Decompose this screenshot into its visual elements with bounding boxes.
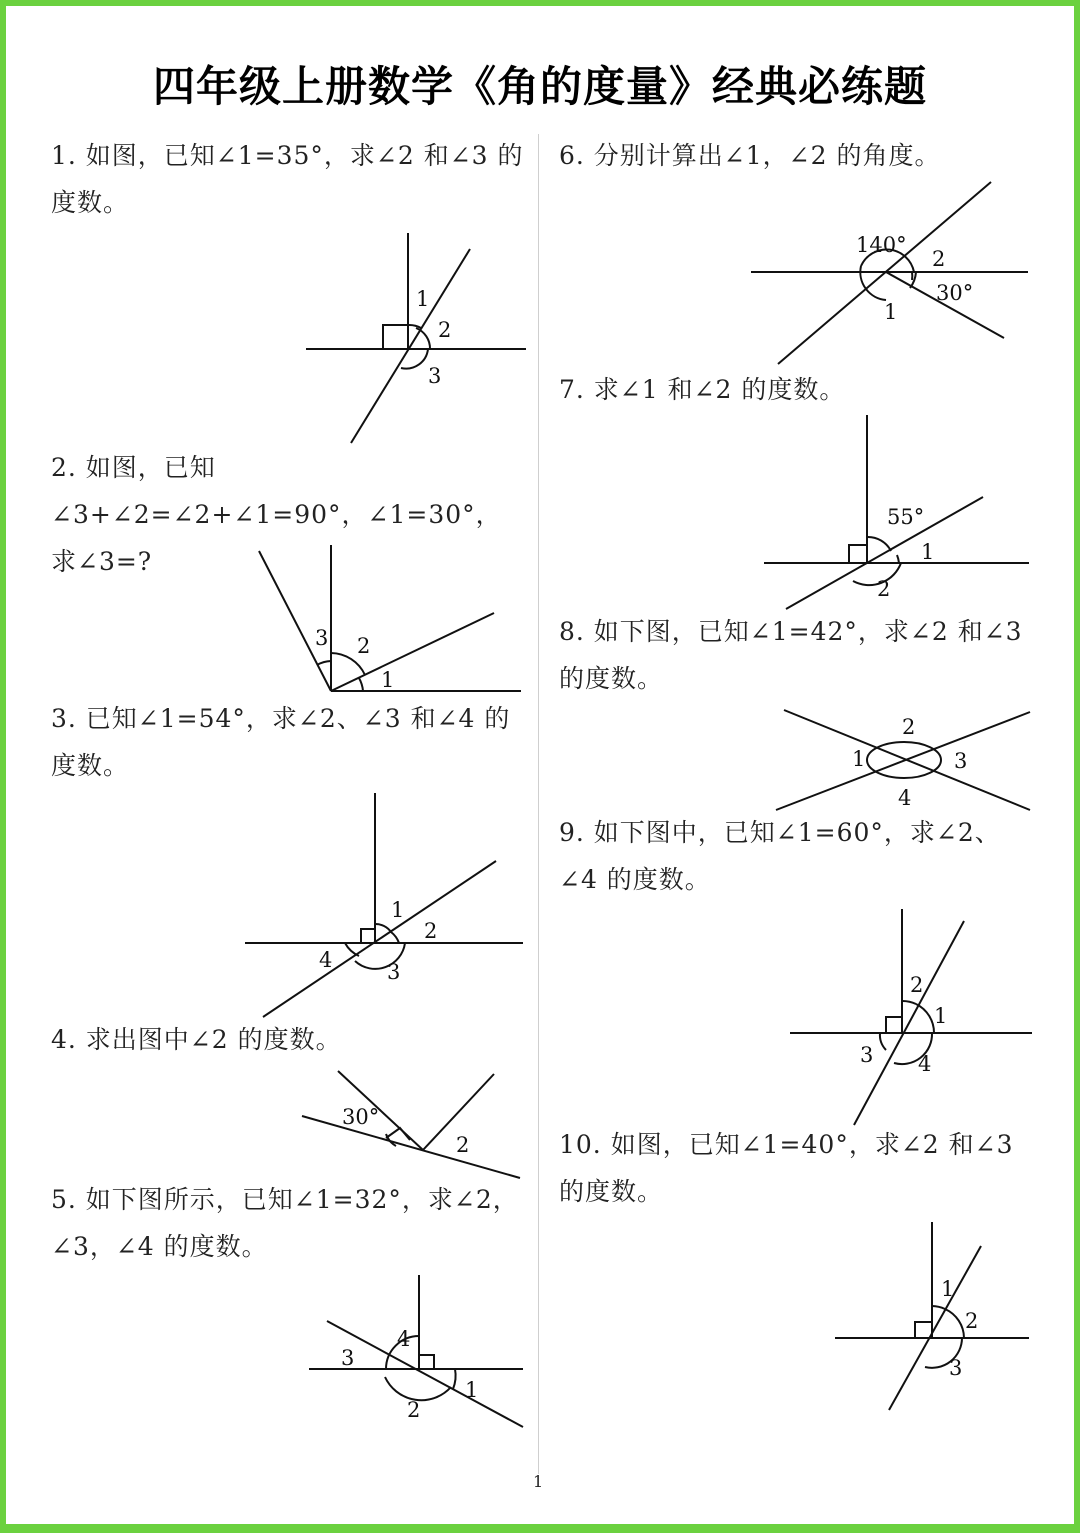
fig5-label-1: 1 <box>465 1378 479 1402</box>
fig9-label-1: 1 <box>934 1004 948 1028</box>
fig2-label-2: 2 <box>357 634 371 658</box>
question-9-text: 9. 如下图中，已知∠1=60°，求∠2、∠4 的度数。 <box>559 818 1001 894</box>
question-7-figure <box>761 411 1036 613</box>
fig7-label-1: 1 <box>921 540 935 564</box>
fig6-label-2: 2 <box>932 247 946 271</box>
fig8-label-2: 2 <box>902 715 916 739</box>
fig9-label-4: 4 <box>918 1052 932 1076</box>
fig8-label-3: 3 <box>954 749 968 773</box>
fig10-label-2: 2 <box>965 1309 979 1333</box>
question-10-text: 10. 如图，已知∠1=40°，求∠2 和∠3 的度数。 <box>559 1130 1014 1206</box>
page-title: 四年级上册数学《角的度量》经典必练题 <box>152 62 927 111</box>
fig2-label-3: 3 <box>315 626 329 650</box>
question-1-text: 1. 如图，已知∠1=35°，求∠2 和∠3 的度数。 <box>51 141 524 217</box>
worksheet-page <box>6 6 1074 1524</box>
fig4-label-2: 2 <box>456 1133 470 1157</box>
question-4-text: 4. 求出图中∠2 的度数。 <box>51 1025 342 1054</box>
fig4-label-30deg: 30° <box>342 1105 380 1129</box>
fig8-label-4: 4 <box>898 786 912 810</box>
question-10-figure <box>831 1216 1036 1416</box>
fig6-label-1: 1 <box>884 300 898 324</box>
fig8-label-1: 1 <box>852 747 866 771</box>
question-3-text: 3. 已知∠1=54°，求∠2、∠3 和∠4 的度数。 <box>51 704 511 780</box>
fig9-label-3: 3 <box>860 1043 874 1067</box>
column-divider <box>538 134 539 1474</box>
fig7-label-55deg: 55° <box>887 505 925 529</box>
fig5-label-2: 2 <box>407 1398 421 1422</box>
page-number: 1 <box>533 1472 544 1491</box>
question-8-text: 8. 如下图，已知∠1=42°，求∠2 和∠3 的度数。 <box>559 617 1023 693</box>
fig3-label-1: 1 <box>391 898 405 922</box>
fig6-label-140deg: 140° <box>856 233 907 257</box>
fig3-label-3: 3 <box>387 960 401 984</box>
fig3-label-4: 4 <box>319 948 333 972</box>
fig1-label-3: 3 <box>428 364 442 388</box>
question-6-text: 6. 分别计算出∠1，∠2 的角度。 <box>559 141 941 170</box>
question-4-figure <box>296 1066 531 1186</box>
question-5-figure <box>301 1271 531 1436</box>
question-8-figure <box>766 706 1036 818</box>
fig3-label-2: 2 <box>424 919 438 943</box>
fig1-label-2: 2 <box>438 318 452 342</box>
fig2-label-1: 1 <box>381 668 395 692</box>
question-5-text: 5. 如下图所示，已知∠1=32°，求∠2，∠3，∠4 的度数。 <box>51 1185 519 1261</box>
question-6-figure <box>746 176 1036 368</box>
question-9-figure <box>776 903 1036 1128</box>
fig10-label-3: 3 <box>949 1356 963 1380</box>
fig7-label-2: 2 <box>877 577 891 601</box>
fig10-label-1: 1 <box>941 1277 955 1301</box>
fig1-label-1: 1 <box>416 287 430 311</box>
question-2-text: 2. 如图，已知∠3+∠2=∠2+∠1=90°，∠1=30°，求∠3=? <box>51 453 502 576</box>
fig6-label-30deg: 30° <box>936 281 974 305</box>
fig5-label-4: 4 <box>397 1327 411 1351</box>
fig5-label-3: 3 <box>341 1346 355 1370</box>
question-2-figure <box>251 541 531 699</box>
fig9-label-2: 2 <box>910 973 924 997</box>
question-1-figure <box>296 231 528 446</box>
question-3-figure <box>241 789 531 1021</box>
question-7-text: 7. 求∠1 和∠2 的度数。 <box>559 375 846 404</box>
